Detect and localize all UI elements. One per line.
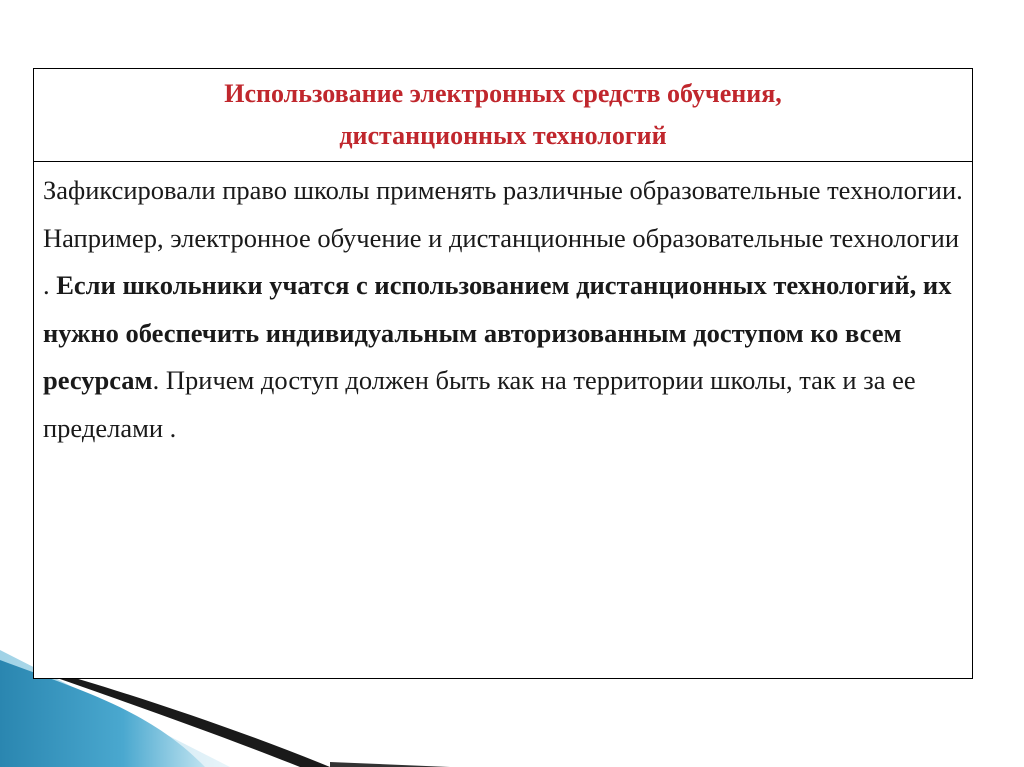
body-paragraph: [43, 167, 964, 452]
title-line-2: дистанционных технологий: [339, 121, 667, 150]
content-table: [33, 68, 973, 679]
title-line-1: Использование электронных средств обучения,: [224, 79, 782, 108]
wave-dark-thin: [330, 762, 450, 767]
body-text-bold: Если школьники учатся с использованием дистанционных технологий, их нужно обеспечить индивидуальным авторизованным доступом ко всем ресурсам: [43, 270, 952, 395]
body-text-regular-2: . Причем доступ должен быть как на территории школы, так и за ее пределами .: [43, 365, 916, 443]
body-row: [34, 162, 972, 452]
body-text-regular-1: Зафиксировали право школы применять различные образовательные технологии. Например, электронное обучение и дистанционные образовательные технологии .: [43, 175, 963, 300]
slide-title: [224, 73, 782, 157]
title-row: [34, 69, 972, 162]
